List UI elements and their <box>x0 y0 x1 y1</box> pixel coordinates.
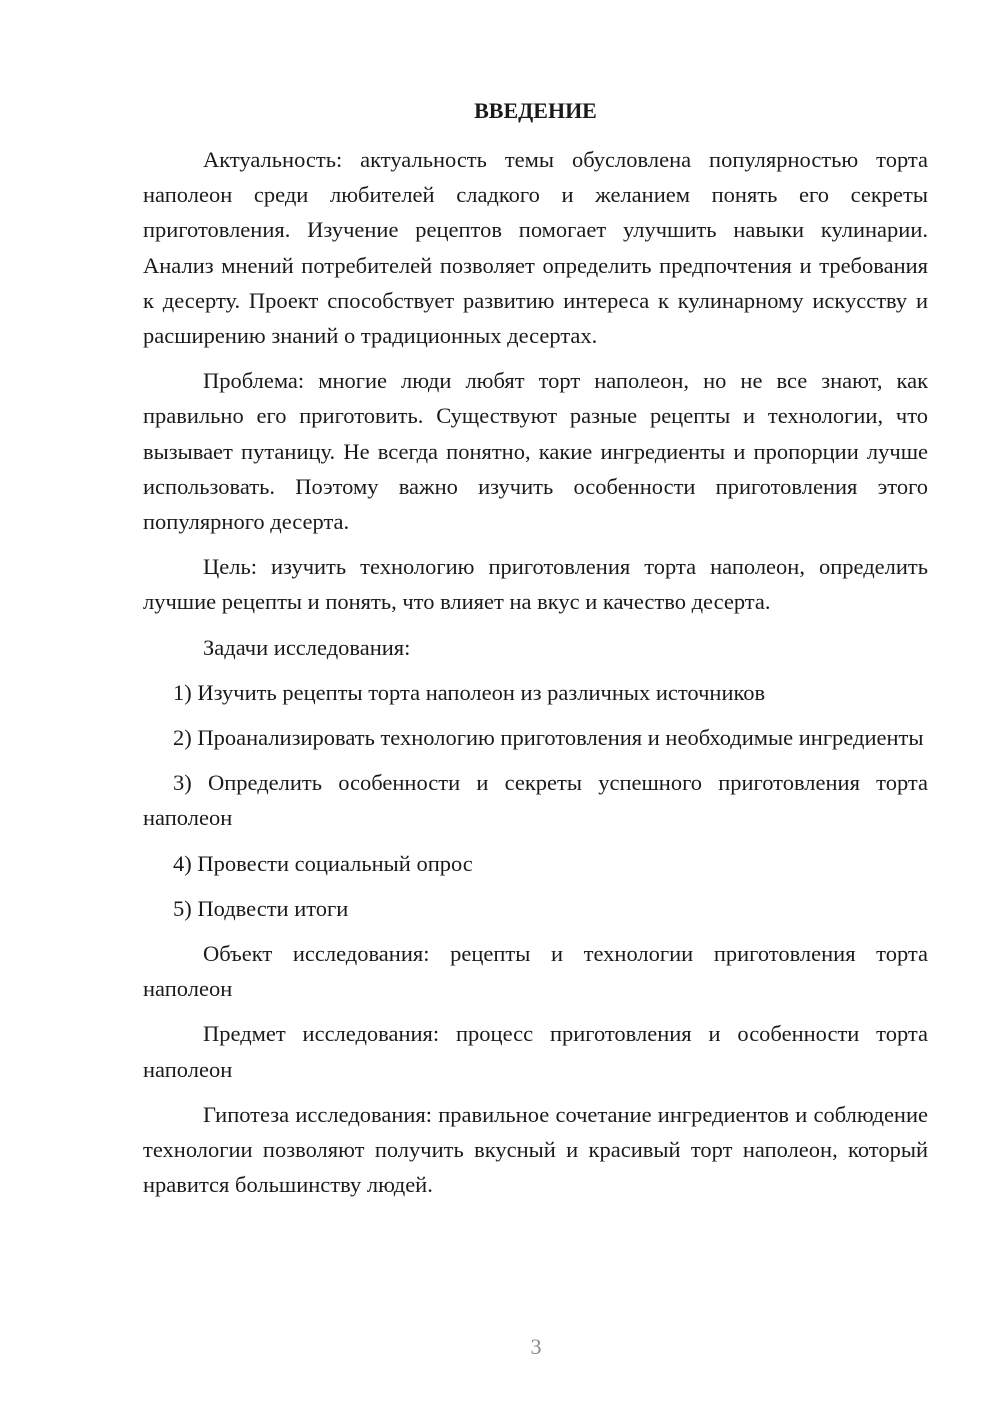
paragraph-subject: Предмет исследования: процесс приготовления и особенности торта наполеон <box>143 1021 928 1082</box>
document-page <box>143 96 928 1212</box>
task-item-5: 5) Подвести итоги <box>173 895 349 921</box>
tasks-heading: Задачи исследования: <box>203 634 411 660</box>
section-title: ВВЕДЕНИЕ <box>474 98 597 123</box>
paragraph-relevance: Актуальность: актуальность темы обусловлена популярностью торта наполеон среди любителей сладкого и желанием понять его секреты приготовления. Изучение рецептов помогает улучшить навыки кулинарии. Анализ мнений потребителей позволяет определить предпочтения и требования к десерту. Проект способствует развитию интереса к кулинарному искусству и расширению знаний о традиционных десертах. <box>143 147 928 349</box>
paragraph-problem: Проблема: многие люди любят торт наполеон, но не все знают, как правильно его приготовить. Существуют разные рецепты и технологии, что вызывает путаницу. Не всегда понятно, какие ингредиенты и пропорции лучше использовать. Поэтому важно изучить особенности приготовления этого популярного десерта. <box>143 368 928 535</box>
task-item-3: 3) Определить особенности и секреты успешного приготовления торта наполеон <box>143 770 928 831</box>
task-item-4: 4) Провести социальный опрос <box>173 850 473 876</box>
paragraph-goal: Цель: изучить технологию приготовления торта наполеон, определить лучшие рецепты и понять, что влияет на вкус и качество десерта. <box>143 554 928 615</box>
paragraph-hypothesis: Гипотеза исследования: правильное сочетание ингредиентов и соблюдение технологии позволяют получить вкусный и красивый торт наполеон, который нравится большинству людей. <box>143 1101 928 1198</box>
task-item-2: 2) Проанализировать технологию приготовления и необходимые ингредиенты <box>173 725 924 751</box>
paragraph-object: Объект исследования: рецепты и технологии приготовления торта наполеон <box>143 941 928 1002</box>
task-item-1: 1) Изучить рецепты торта наполеон из различных источников <box>173 679 766 705</box>
page-number: 3 <box>530 1334 542 1359</box>
